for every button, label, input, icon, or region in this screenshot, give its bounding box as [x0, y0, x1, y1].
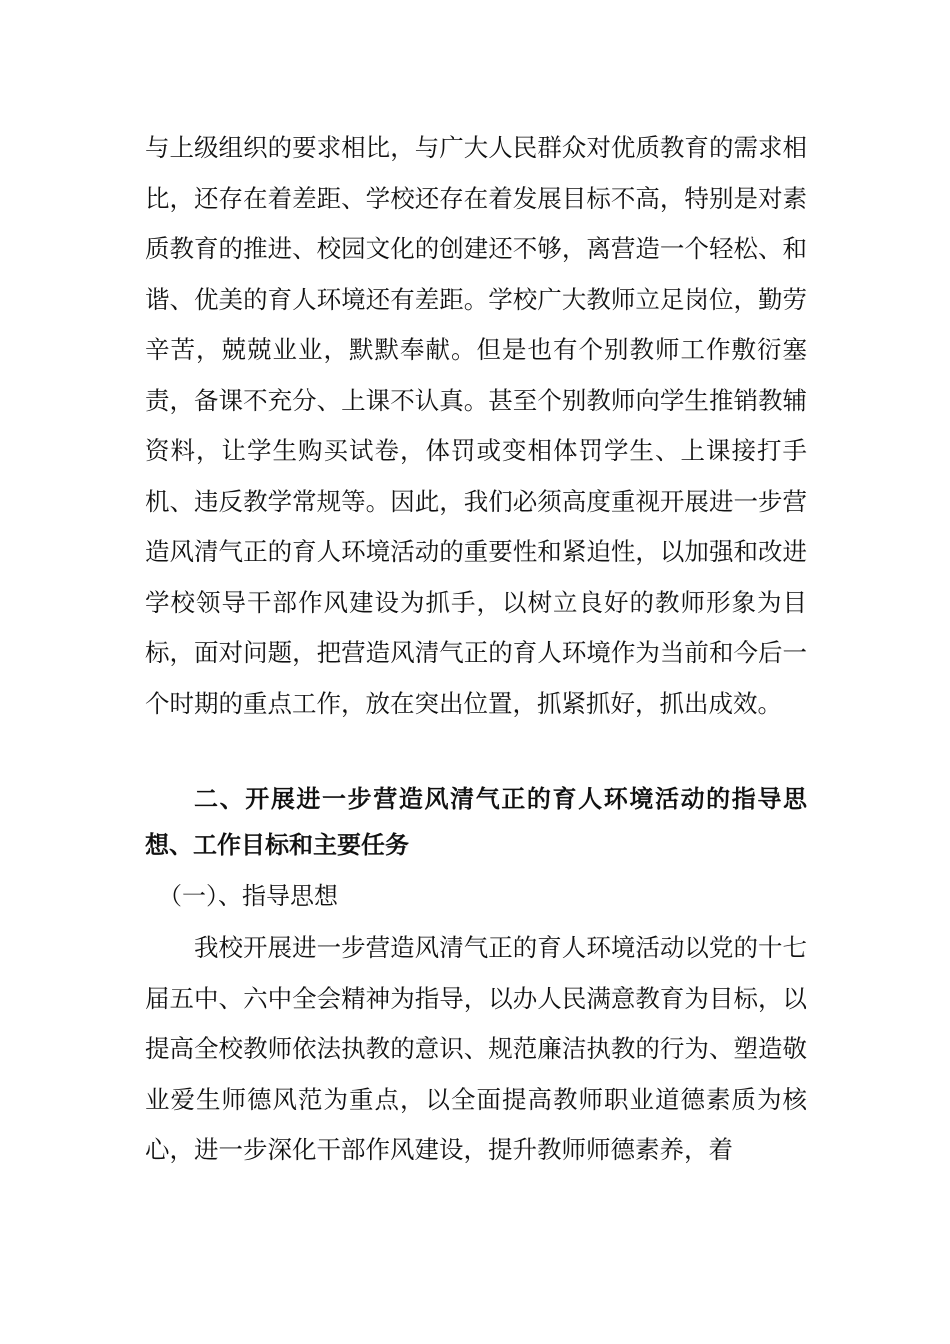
section-heading: 二、开展进一步营造风清气正的育人环境活动的指导思想、工作目标和主要任务 [145, 785, 807, 859]
body-paragraph-1: 与上级组织的要求相比，与广大人民群众对优质教育的需求相比，还存在着差距、学校还存在着发展目标不高，特别是对素质教育的推进、校园文化的创建还不够，离营造一个轻松、和谐、优美的育人环境还有差距。学校广大教师立足岗位，勤劳辛苦，兢兢业业，默默奉献。但是也有个别教师工作敷衍塞责，备课不充分、上课不认真。甚至个别教师向学生推销教辅资料，让学生购买试卷，体罚或变相体罚学生、上课接打手机、违反教学常规等。因此，我们必须高度重视开展进一步营造风清气正的育人环境活动的重要性和紧迫性，以加强和改进学校领导干部作风建设为抓手，以树立良好的教师形象为目标，面对问题，把营造风清气正的育人环境作为当前和今后一个时期的重点工作，放在突出位置，抓紧抓好，抓出成效。 [145, 133, 807, 718]
subsection-heading: （一）、指导思想 [158, 882, 338, 910]
body-paragraph-2: 我校开展进一步营造风清气正的育人环境活动以党的十七届五中、六中全会精神为指导，以办人民满意教育为目标，以提高全校教师依法执教的意识、规范廉洁执教的行为、塑造敬业爱生师德风范为重点，以全面提高教师职业道德素质为核心，进一步深化干部作风建设，提升教师师德素养，着 [145, 933, 807, 1164]
